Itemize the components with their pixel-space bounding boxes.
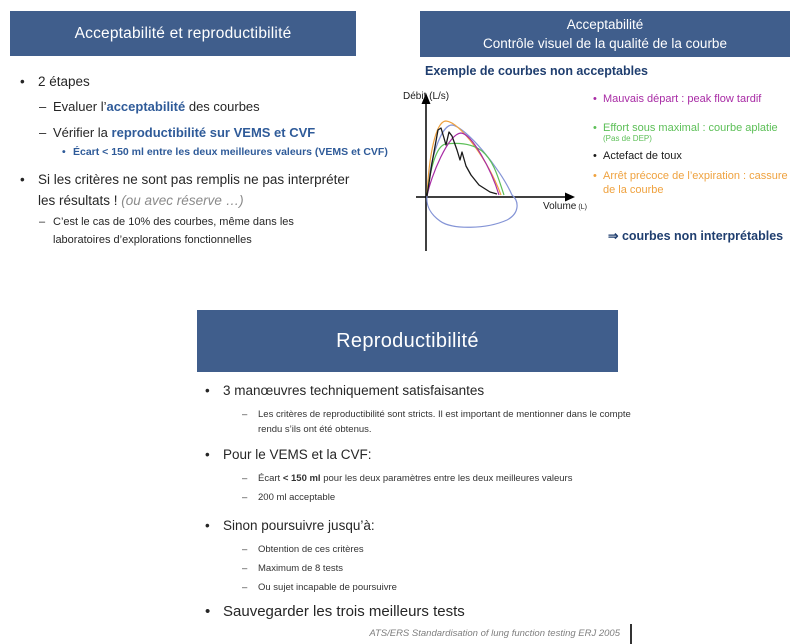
defect-artefact-toux: Actefact de toux [603, 150, 682, 162]
slide1-sub2-note: Écart < 150 ml entre les deux meilleures valeurs (VEMS et CVF) [73, 146, 388, 158]
dash-marker: – [39, 216, 46, 228]
slide3-bullet-3: Sinon poursuivre jusqu’à: [223, 518, 375, 533]
bullet-marker: • [62, 146, 66, 158]
defect-effort-sous-maximal: Effort sous maximal : courbe aplatie [603, 122, 778, 134]
slide2-title-banner [420, 11, 790, 57]
slide1-bullet-2: Si les critères ne sont pas remplis ne pas interpréter les résultats ! [38, 172, 350, 208]
dash-marker: – [242, 492, 248, 503]
slide3-ecart-post: pour les deux paramètres entre les deux meilleures valeurs [320, 473, 573, 484]
slide1-sub1-pre: Evaluer l’ [53, 99, 107, 114]
defect-arret-precoce: Arrêt précoce de l’expiration : cassure de la courbe [603, 170, 788, 196]
slide3-ecart-bold: < 150 ml [282, 473, 321, 484]
curve-aplatie [427, 143, 504, 196]
bullet-marker: • [593, 122, 597, 134]
slide2-title-line2: Contrôle visuel de la qualité de la courbe [483, 36, 727, 51]
defect-mauvais-depart: Mauvais départ : peak flow tardif [603, 93, 762, 105]
slide1-bullet-2-sub: C’est le cas de 10% des courbes, même dans les laboratoires d’explorations fonctionnelles [53, 216, 294, 246]
reference-citation: ATS/ERS Standardisation of lung function testing ERJ 2005 [369, 628, 620, 639]
slide3-bullet-1-sub: Les critères de reproductibilité sont stricts. Il est important de mentionner dans le compte rendu s’ils ont été obtenus. [258, 409, 631, 435]
bullet-marker: • [205, 383, 210, 398]
dash-marker: – [242, 409, 248, 420]
slide1-sub2-pre: Vérifier la [53, 125, 112, 140]
slide1-title-banner [10, 11, 356, 56]
dash-marker: – [242, 582, 248, 593]
bullet-marker: • [593, 170, 597, 182]
y-axis-label: Débit (L/s) [403, 91, 450, 102]
curve-artefact-toux [427, 128, 497, 196]
slide1-bullet-2-aside: (ou avec réserve …) [121, 193, 244, 208]
flow-volume-chart [400, 88, 595, 263]
x-axis-label: Volume (L) [543, 201, 587, 212]
slide2-title-line1: Acceptabilité [566, 17, 644, 32]
bullet-marker: • [20, 74, 25, 89]
bullet-marker: • [593, 150, 597, 162]
slide1-bullet-1: 2 étapes [38, 74, 90, 89]
defect-effort-note: (Pas de DEP) [603, 134, 652, 143]
slide3-maximum-8-tests: Maximum de 8 tests [258, 563, 343, 574]
slide-controle-visuel-qualite-courbe [400, 0, 800, 280]
slide3-bullet-1: 3 manœuvres techniquement satisfaisantes [223, 383, 485, 398]
dash-marker: – [242, 544, 248, 555]
dash-marker: – [242, 563, 248, 574]
slide1-sub1-accent: acceptabilité [106, 99, 186, 114]
slide2-conclusion: ⇒ courbes non interprétables [608, 229, 784, 243]
slide1-title: Acceptabilité et reproductibilité [74, 24, 292, 42]
slide3-sujet-incapable: Ou sujet incapable de poursuivre [258, 582, 397, 593]
slide-edge-bar [630, 624, 632, 644]
slide3-title-banner [197, 310, 618, 372]
dash-marker: – [39, 99, 47, 114]
bullet-marker: • [205, 447, 210, 462]
slide-reproductibilite [0, 300, 800, 644]
slide3-bullet-2: Pour le VEMS et la CVF: [223, 447, 372, 462]
dash-marker: – [39, 125, 47, 140]
bullet-marker: • [20, 172, 25, 187]
slide1-sub1-post: des courbes [185, 99, 260, 114]
slide3-obtention: Obtention de ces critères [258, 544, 364, 555]
bullet-marker: • [205, 603, 211, 620]
slide3-title: Reproductibilité [336, 329, 479, 352]
slide1-sub2-accent: reproductibilité sur VEMS et CVF [111, 125, 316, 140]
slide2-subtitle: Exemple de courbes non acceptables [425, 64, 648, 78]
slide-acceptabilite-et-reproductibilite [0, 0, 400, 280]
dash-marker: – [242, 473, 248, 484]
slide3-200ml: 200 ml acceptable [258, 492, 336, 503]
slide3-bullet-4: Sauvegarder les trois meilleurs tests [223, 603, 465, 620]
bullet-marker: • [593, 93, 597, 105]
slide3-ecart-pre: Écart [258, 473, 283, 484]
bullet-marker: • [205, 518, 210, 533]
